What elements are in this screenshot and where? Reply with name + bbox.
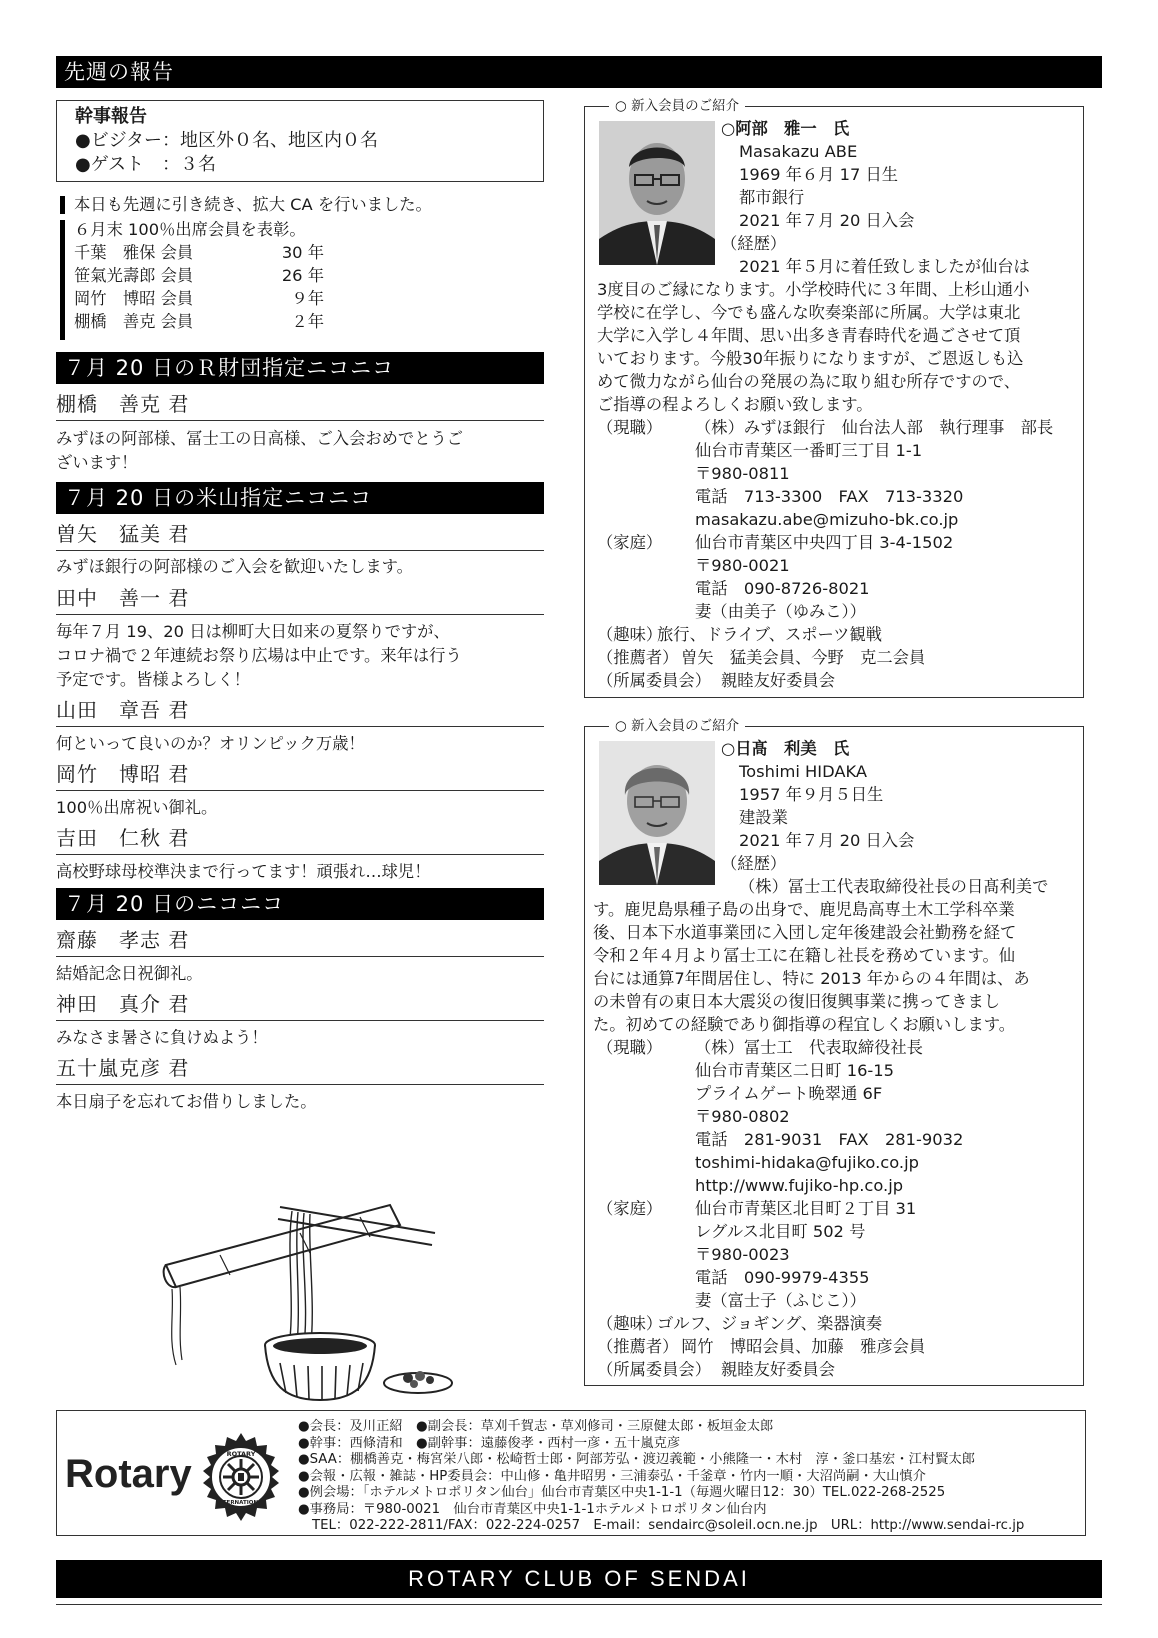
detail-row: 電話 281-9031 FAX 281-9032 [695, 1130, 964, 1149]
member-industry: 都市銀行 [739, 188, 805, 207]
section-bar-nikoniko: ７月 20 日のニコニコ [56, 888, 544, 920]
club-info-box [56, 1410, 1086, 1536]
club-name-bar [56, 1560, 1102, 1598]
member-photo [599, 121, 715, 265]
detail-row: （現職） （株）みずほ銀行 仙台法人部 執行理事 部長 [597, 418, 1054, 437]
attendance-row: 岡竹 博昭 会員 ９年 [74, 289, 324, 308]
member-joined: 2021 年７月 20 日入会 [739, 211, 915, 230]
career-label: （経歴） [721, 854, 787, 873]
section-bar-r-foundation: ７月 20 日のＲ財団指定ニコニコ [56, 352, 544, 384]
entry-name: 曽矢 猛美 君 [56, 520, 544, 551]
entry-name: 岡竹 博昭 君 [56, 760, 544, 791]
detail-row: （推薦者） 岡竹 博昭会員、加藤 雅彦会員 [597, 1337, 926, 1356]
member-profile [721, 737, 1071, 898]
detail-row: masakazu.abe@mizuho-bk.co.jp [695, 510, 959, 529]
member-roman-name: Toshimi HIDAKA [739, 762, 867, 781]
detail-row: 仙台市青葉区一番町三丁目 1-1 [695, 441, 923, 460]
entry-name: 齋藤 孝志 君 [56, 926, 544, 957]
attendance-row: 笹氣光壽郎 会員 26 年 [74, 266, 324, 285]
member-photo [599, 741, 715, 885]
card-legend: ○ 新入会員のご紹介 [609, 95, 745, 117]
detail-row: 〒980-0811 [695, 464, 790, 483]
detail-row: （推薦者） 曽矢 猛美会員、今野 克二会員 [597, 648, 926, 667]
member-name: ○阿部 雅一 氏 [721, 119, 850, 138]
attendance-row: 千葉 雅保 会員 30 年 [74, 243, 324, 262]
attendance-list [74, 241, 374, 333]
entry-name: 田中 善一 君 [56, 584, 544, 615]
secretary-report-title: 幹事報告 [75, 106, 147, 127]
detail-row: toshimi-hidaka@fujiko.co.jp [695, 1153, 919, 1172]
somen-illustration [160, 1185, 460, 1405]
detail-row: http://www.fujiko-hp.co.jp [695, 1176, 904, 1195]
emblem-top-text: ROTARY [226, 1450, 256, 1458]
club-info-lines: ●会長：及川正紹 ●副会長：草刈千賀志・草刈修司・三原健太郎・板垣金太郎 ●幹事：西條清和 ●副幹事：遠藤俊孝・西村一彦・五十嵐克彦 ●SAA：棚橋善克・梅宮栄八郎・松崎哲士郎・阿部芳弘・渡辺義範・小熊隆一・木村 淳・釜口基宏・江村賢太郎 ●会報・広報・雑誌・HP委員会：中山修・亀井昭男・三浦泰弘・千釜章・竹内一順・大沼尚嗣・大山慎介 ●例会場：「ホテルメトロポリタン仙台」仙台市青葉区中央1-1-1（毎週火曜日12：30）TEL.022-268-2525 ●事務局：〒980-0021 仙台市青葉区中央1-1-1ホテルメトロポリタン仙台内 TEL：022-222-2811/FAX：022-224-0257 E-mail：sendairc@soleil.ocn.ne.jp URL：http://www.sendai-rc.jp [298, 1419, 1025, 1533]
entry-message: 本日扇子を忘れてお借りしました。 [56, 1092, 317, 1111]
entry-message: 毎年７月 19、20 日は柳町大日如来の夏祭りですが、 コロナ禍で２年連続お祭り広場は中止です。来年は行う 予定です。皆様よろしく！ [56, 622, 462, 689]
detail-row: 〒980-0023 [695, 1245, 790, 1264]
member-details [597, 416, 1077, 692]
detail-row: 妻（富士子（ふじこ）） [695, 1291, 866, 1310]
detail-row: 電話 090-9979-4355 [695, 1268, 870, 1287]
note-bar-2 [60, 220, 65, 340]
visitor-line: ●ビジター：地区外０名、地区内０名 [75, 130, 378, 151]
entry-message: 結婚記念日祝御礼。 [56, 964, 203, 983]
detail-row: 〒980-0021 [695, 556, 790, 575]
note-bar-1 [60, 196, 65, 214]
detail-row: 電話 713-3300 FAX 713-3320 [695, 487, 964, 506]
career-first-line: 2021 年５月に着任致しましたが仙台は [739, 257, 1030, 276]
detail-row: プライムゲート晩翠通 6F [695, 1084, 883, 1103]
page-title: 先週の報告 [64, 60, 174, 84]
detail-row: 仙台市青葉区二日町 16-15 [695, 1061, 895, 1080]
member-birth: 1969 年６月 17 日生 [739, 165, 899, 184]
entry-name: 五十嵐克彦 君 [56, 1054, 544, 1085]
member-birth: 1957 年９月５日生 [739, 785, 884, 804]
new-member-card [584, 718, 1084, 1386]
member-name: ○日髙 利美 氏 [721, 739, 850, 758]
secretary-report-box [56, 100, 544, 182]
entry-name: 吉田 仁秋 君 [56, 824, 544, 855]
detail-row: （現職） （株）冨士工 代表取締役社長 [597, 1038, 923, 1057]
detail-row: （所属委員会） 親睦友好委員会 [597, 671, 835, 690]
member-joined: 2021 年７月 20 日入会 [739, 831, 915, 850]
entry-message: 高校野球母校準決まで行ってます！頑張れ…球児！ [56, 862, 431, 881]
detail-row: （所属委員会） 親睦友好委員会 [597, 1360, 835, 1379]
detail-row: 妻（由美子（ゆみこ）） [695, 602, 866, 621]
member-profile [721, 117, 1071, 278]
entry-message: みなさま暑さに負けぬよう！ [56, 1028, 268, 1047]
detail-row: （家庭） 仙台市青葉区中央四丁目 3-4-1502 [597, 533, 954, 552]
entry-message: 100％出席祝い御礼。 [56, 798, 218, 817]
entry-name: 山田 章吾 君 [56, 696, 544, 727]
entry-message: みずほの阿部様、冨士工の日高様、ご入会おめでとうご ざいます！ [56, 429, 464, 472]
note-ca: 本日も先週に引き続き、拡大 CA を行いました。 [74, 195, 432, 214]
bottom-rule [56, 1604, 1102, 1605]
member-details [597, 1036, 1077, 1381]
attendance-row: 棚橋 善克 会員 ２年 [74, 312, 324, 331]
member-career: 3度目のご縁になります。小学校時代に３年間、上杉山通小 学校に在学し、今でも盛んな吹奏楽部に所属。大学は東北 大学に入学し４年間、思い出多き青春時代を過ごさせて頂 いております。今般30年振りになりますが、ご恩返しも込 めて微力ながら仙台の発展の為に取り組む所存ですので、 ご指導の程よろしくお願い致します。 [597, 280, 1030, 414]
member-roman-name: Masakazu ABE [739, 142, 858, 161]
new-member-card [584, 98, 1084, 698]
guest-line: ●ゲスト ：３名 [75, 154, 216, 175]
card-legend: ○ 新入会員のご紹介 [609, 715, 745, 737]
page-header [56, 56, 1102, 88]
detail-row: レグルス北目町 502 号 [695, 1222, 866, 1241]
club-name: ROTARY CLUB OF SENDAI [408, 1566, 750, 1591]
section-bar-yoneyama: ７月 20 日の米山指定ニコニコ [56, 482, 544, 514]
entry-name: 神田 真介 君 [56, 990, 544, 1021]
entry-message: 何といって良いのか？オリンピック万歳！ [56, 734, 365, 753]
attendance-title: ６月末 100％出席会員を表彰。 [74, 220, 306, 239]
member-career: す。鹿児島県種子島の出身で、鹿児島高専土木工学科卒業 後、日本下水道事業団に入団し定年後建設会社勤務を経て 令和２年４月より冨士工に在籍し社長を務めています。仙 台には通算7年間居住し、特に 2013 年からの４年間は、あ の未曾有の東日本大震災の復旧復興事業に携ってきまし た。初めての経験であり御指導の程宜しくお願いします。 [593, 900, 1030, 1034]
detail-row: （趣味） ゴルフ、ジョギング、楽器演奏 [597, 1314, 883, 1333]
career-label: （経歴） [721, 234, 787, 253]
entry-name: 棚橋 善克 君 [56, 390, 544, 421]
detail-row: （趣味） 旅行、ドライブ、スポーツ観戦 [597, 625, 883, 644]
detail-row: （家庭） 仙台市青葉区北目町２丁目 31 [597, 1199, 917, 1218]
career-first-line: （株）冨士工代表取締役社長の日髙利美で [739, 877, 1049, 896]
member-industry: 建設業 [739, 808, 788, 827]
rotary-logo-text: Rotary [65, 1452, 192, 1496]
detail-row: 〒980-0802 [695, 1107, 790, 1126]
detail-row: 電話 090-8726-8021 [695, 579, 870, 598]
entry-message: みずほ銀行の阿部様のご入会を歓迎いたします。 [56, 557, 413, 576]
rotary-wheel-icon [195, 1431, 287, 1523]
emblem-bottom-text: INTERNATIONAL [216, 1500, 266, 1506]
